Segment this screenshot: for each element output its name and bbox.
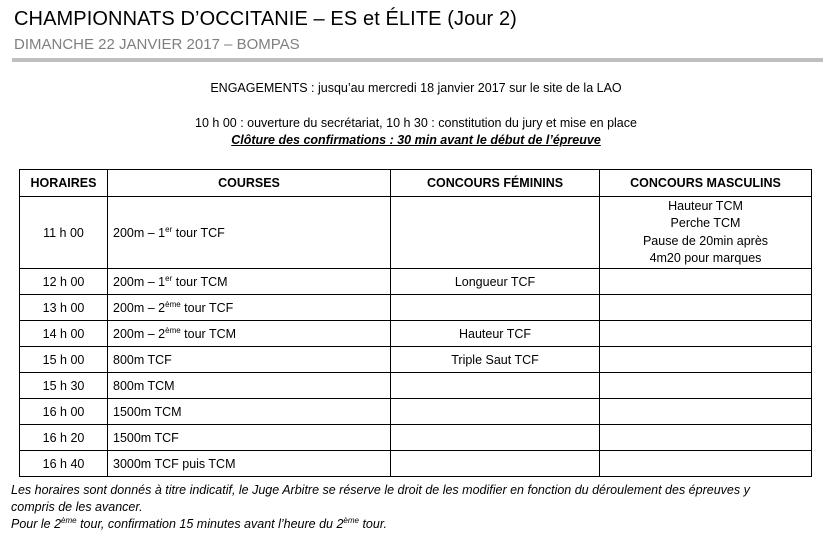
note-text: tour. bbox=[358, 517, 388, 531]
cell-course bbox=[108, 295, 391, 321]
cell-horaire: 13 h 00 bbox=[20, 295, 108, 321]
course-superscript: ème bbox=[165, 299, 181, 309]
schedule-table bbox=[19, 169, 812, 477]
note-superscript: ème bbox=[61, 515, 77, 525]
cell-horaire: 12 h 00 bbox=[20, 269, 108, 295]
cell-course bbox=[108, 373, 391, 399]
cell-concours-masculin bbox=[600, 399, 812, 425]
cell-horaire: 16 h 40 bbox=[20, 451, 108, 477]
cell-concours-feminin: Hauteur TCF bbox=[391, 321, 600, 347]
cell-concours-masculin bbox=[600, 197, 812, 269]
note-line-1: Les horaires sont donnés à titre indicatif, le Juge Arbitre se réserve le droit de les modifier en fonction du déroulement des épreuves y bbox=[11, 483, 750, 497]
cell-course bbox=[108, 347, 391, 373]
cell-concours-masculin bbox=[600, 321, 812, 347]
course-text: 800m TCF bbox=[113, 352, 172, 367]
cell-concours-feminin: Longueur TCF bbox=[391, 269, 600, 295]
header-concours-masculins: CONCOURS MASCULINS bbox=[600, 170, 812, 197]
cell-concours-feminin: Triple Saut TCF bbox=[391, 347, 600, 373]
cell-course bbox=[108, 451, 391, 477]
cell-concours-masculin bbox=[600, 269, 812, 295]
course-text: tour TCM bbox=[172, 274, 228, 289]
cell-course bbox=[108, 399, 391, 425]
header-horaires: HORAIRES bbox=[20, 170, 108, 197]
cell-concours-masculin bbox=[600, 347, 812, 373]
cell-concours-feminin bbox=[391, 197, 600, 269]
course-text: 200m – 1 bbox=[113, 274, 166, 289]
course-text: tour TCM bbox=[180, 326, 237, 341]
header-courses: COURSES bbox=[108, 170, 391, 197]
cell-horaire: 11 h 00 bbox=[20, 197, 108, 269]
engagements-text: ENGAGEMENTS : jusqu’au mercredi 18 janvier 2017 sur le site de la LAO bbox=[210, 81, 622, 95]
cell-course bbox=[108, 197, 391, 269]
table-row bbox=[20, 269, 812, 295]
note-text: Pour le 2 bbox=[11, 517, 62, 531]
cell-concours-feminin bbox=[391, 295, 600, 321]
course-text: 1500m TCF bbox=[113, 430, 179, 445]
course-text: 1500m TCM bbox=[113, 404, 182, 419]
cell-course bbox=[108, 269, 391, 295]
table-row bbox=[20, 373, 812, 399]
note-text: tour, confirmation 15 minutes avant l’heure du 2 bbox=[76, 517, 344, 531]
course-text: 200m – 1 bbox=[113, 225, 166, 240]
table-row bbox=[20, 399, 812, 425]
course-text: tour TCF bbox=[180, 300, 234, 315]
cell-horaire: 14 h 00 bbox=[20, 321, 108, 347]
table-row bbox=[20, 347, 812, 373]
cell-course bbox=[108, 425, 391, 451]
concours-masculin-line: 4m20 pour marques bbox=[649, 251, 762, 265]
note-line-3 bbox=[11, 517, 826, 531]
table-header-row bbox=[20, 170, 812, 197]
cell-concours-feminin bbox=[391, 451, 600, 477]
course-text: tour TCF bbox=[172, 225, 225, 240]
table-row bbox=[20, 321, 812, 347]
cell-horaire: 16 h 00 bbox=[20, 399, 108, 425]
header-divider bbox=[12, 58, 823, 62]
course-superscript: er bbox=[165, 224, 173, 234]
cell-course bbox=[108, 321, 391, 347]
schedule-body bbox=[20, 197, 812, 477]
header-concours-feminins: CONCOURS FÉMININS bbox=[391, 170, 600, 197]
ouverture-text: 10 h 00 : ouverture du secrétariat, 10 h 30 : constitution du jury et mise en place bbox=[195, 116, 637, 130]
concours-masculin-line: Hauteur TCM bbox=[668, 198, 743, 213]
cell-horaire: 15 h 30 bbox=[20, 373, 108, 399]
cell-concours-feminin bbox=[391, 373, 600, 399]
course-text: 800m TCM bbox=[113, 378, 175, 393]
cell-concours-masculin bbox=[600, 373, 812, 399]
table-row bbox=[20, 451, 812, 477]
cell-concours-feminin bbox=[391, 425, 600, 451]
course-superscript: er bbox=[165, 273, 173, 283]
cell-horaire: 16 h 20 bbox=[20, 425, 108, 451]
course-superscript: ème bbox=[165, 325, 181, 335]
course-text: 200m – 2 bbox=[113, 326, 166, 341]
concours-masculin-line: Perche TCM bbox=[670, 216, 741, 230]
table-row bbox=[20, 197, 812, 269]
page-subtitle: DIMANCHE 22 JANVIER 2017 – BOMPAS bbox=[14, 36, 300, 53]
course-text: 200m – 2 bbox=[113, 300, 166, 315]
note-superscript: ème bbox=[343, 515, 359, 525]
cell-concours-masculin bbox=[600, 451, 812, 477]
course-text: 3000m TCF puis TCM bbox=[113, 456, 236, 471]
cell-concours-masculin bbox=[600, 425, 812, 451]
cell-horaire: 15 h 00 bbox=[20, 347, 108, 373]
cell-concours-masculin bbox=[600, 295, 812, 321]
concours-masculin-line: Pause de 20min après bbox=[642, 233, 769, 248]
table-row bbox=[20, 295, 812, 321]
page-title: CHAMPIONNATS D’OCCITANIE – ES et ÉLITE (Jour 2) bbox=[14, 8, 517, 30]
cloture-text: Clôture des confirmations : 30 min avant le début de l’épreuve bbox=[231, 133, 601, 147]
note-line-2: compris de les avancer. bbox=[11, 500, 143, 514]
table-row bbox=[20, 425, 812, 451]
cell-concours-feminin bbox=[391, 399, 600, 425]
